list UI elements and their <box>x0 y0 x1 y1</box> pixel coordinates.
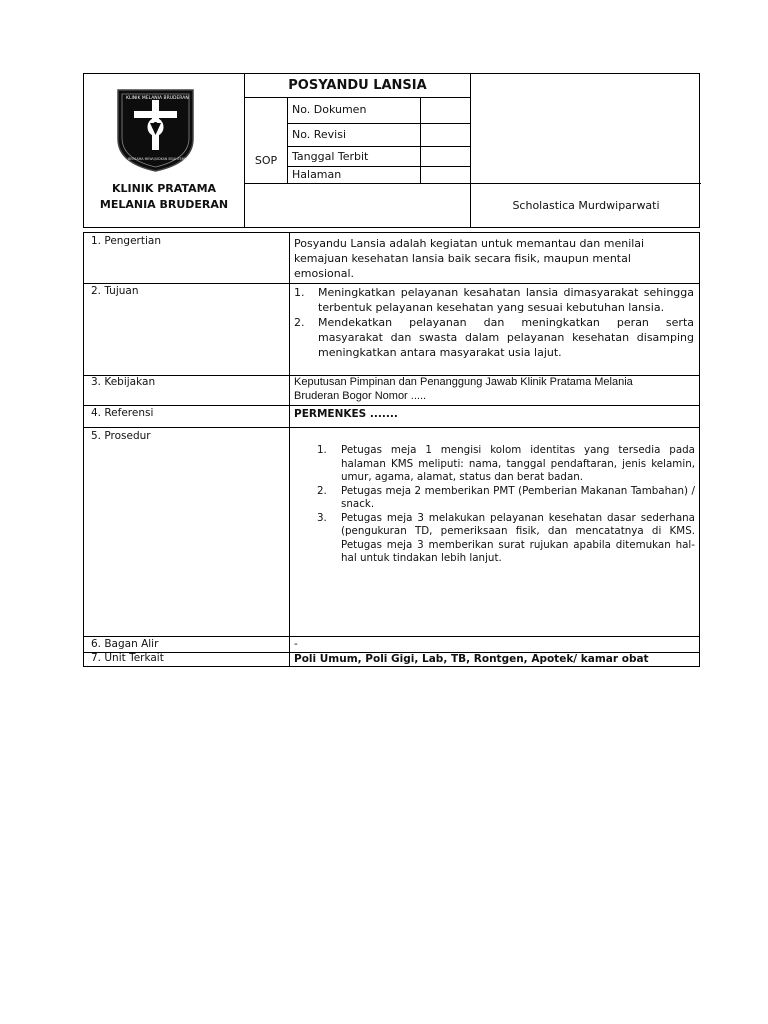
divider <box>420 97 421 183</box>
logo-text-top: KLINIK MELANIA BRUDERAN <box>126 96 189 101</box>
sop-header <box>83 73 700 228</box>
label-bagan-alir: 6. Bagan Alir <box>91 638 159 650</box>
meta-no-revisi: No. Revisi <box>292 128 347 141</box>
meta-tanggal-terbit: Tanggal Terbit <box>292 150 369 163</box>
text-referensi: PERMENKES ....... <box>294 408 398 420</box>
meta-no-dokumen: No. Dokumen <box>292 103 367 116</box>
label-referensi: 4. Referensi <box>91 407 154 419</box>
divider <box>289 233 290 666</box>
label-tujuan: 2. Tujuan <box>91 285 139 297</box>
divider <box>287 146 470 147</box>
text-kebijakan: Keputusan Pimpinan dan Penanggung Jawab Klinik Pratama Melania Bruderan Bogor Nomor ..... <box>294 376 633 402</box>
divider <box>287 166 470 167</box>
divider <box>244 97 470 98</box>
text-bagan-alir: - <box>294 638 298 650</box>
divider <box>84 427 699 428</box>
sop-content-table <box>83 232 700 667</box>
list-text: Meningkatkan pelayanan kesahatan lansia dimasyarakat sehingga terbentuk pelayanan kesehatan yang sesuai kebutuhan lansia. <box>318 286 694 314</box>
list-item <box>317 512 695 566</box>
label-kebijakan: 3. Kebijakan <box>91 376 156 388</box>
list-text: Petugas meja 3 melakukan pelayanan kesehatan dasar sederhana (pengukuran TD, pemeriksaan fisik, dan mencatatnya di KMS. Petugas meja 3 memberikan surat rujukan apabila ditemukan hal-hal untuk tindakan lebih lanjut. <box>341 511 695 564</box>
list-text: Petugas meja 1 mengisi kolom identitas yang tersedia pada halaman KMS meliputi: nama, tanggal pendaftaran, jenis kelamin, umur, agama, alamat, status dan berat badan. <box>341 444 695 483</box>
clinic-name-line2: MELANIA BRUDERAN <box>99 198 229 211</box>
list-tujuan <box>294 285 694 360</box>
list-item <box>294 315 694 360</box>
clinic-name-line1: KLINIK PRATAMA <box>111 182 217 195</box>
clinic-name <box>84 181 244 213</box>
label-unit-terkait: 7. Unit Terkait <box>91 652 164 664</box>
list-number: 1. <box>294 286 305 299</box>
list-item <box>317 485 695 512</box>
list-text: Petugas meja 2 memberikan PMT (Pemberian Makanan Tambahan) / snack. <box>341 484 695 510</box>
sop-label: SOP <box>254 154 278 167</box>
divider <box>84 405 699 406</box>
list-number: 2. <box>317 484 327 497</box>
clinic-logo <box>114 87 197 173</box>
meta-halaman: Halaman <box>292 168 342 181</box>
text-unit-terkait: Poli Umum, Poli Gigi, Lab, TB, Rontgen, Apotek/ kamar obat <box>294 653 649 665</box>
list-number: 2. <box>294 316 305 329</box>
approver-name: Scholastica Murdwiparwati <box>512 199 660 212</box>
list-number: 1. <box>317 444 327 456</box>
text-pengertian: Posyandu Lansia adalah kegiatan untuk memantau dan menilai kemajuan kesehatan lansia baik secara fisik, maupun mental emosional. <box>294 237 645 280</box>
divider <box>84 283 699 284</box>
logo-text-bottom: BERSAMA MEWUJUDKAN SEJAHTERA <box>128 157 186 161</box>
list-item <box>317 444 695 485</box>
divider <box>287 97 288 183</box>
list-prosedur <box>317 444 695 566</box>
list-item <box>294 285 694 315</box>
divider <box>287 123 470 124</box>
label-prosedur: 5. Prosedur <box>91 430 151 442</box>
document-title: POSYANDU LANSIA <box>288 78 427 93</box>
list-text: Mendekatkan pelayanan dan meningkatkan peran serta masyarakat dan swasta dalam pelayanan kesehatan disamping meningkatkan antara masyarakat usia lajut. <box>318 316 694 359</box>
list-number: 3. <box>317 511 327 524</box>
label-pengertian: 1. Pengertian <box>91 235 161 247</box>
